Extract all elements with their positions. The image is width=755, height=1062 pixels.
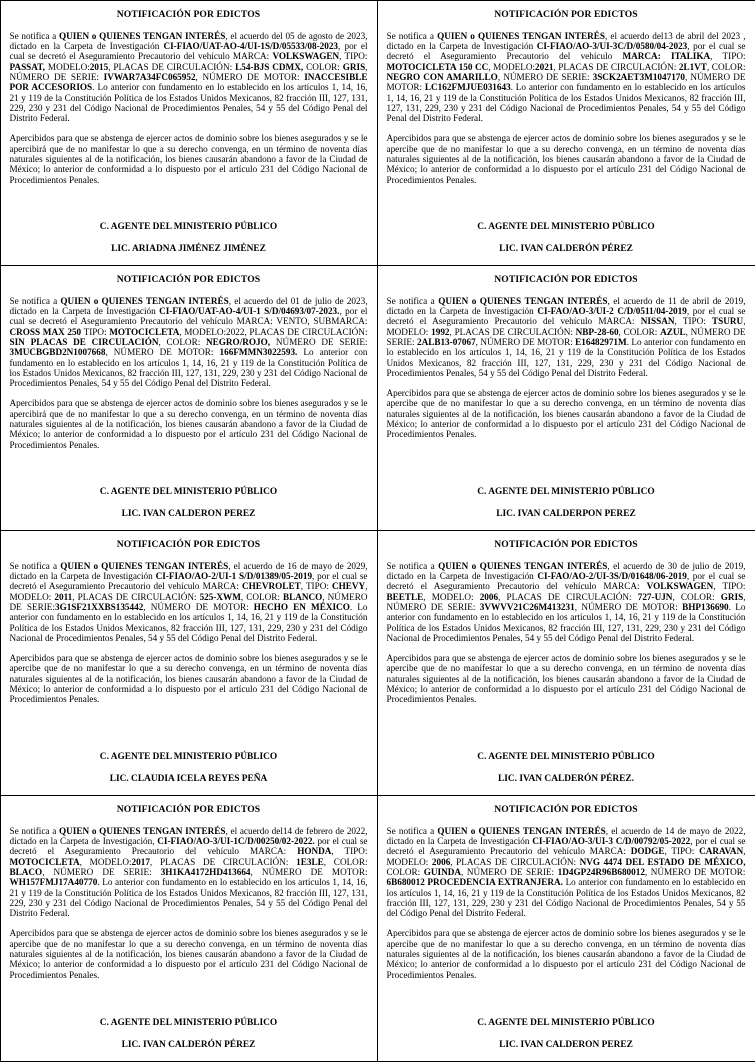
- notice-body: [387, 296, 746, 378]
- body-text: COLOR:: [387, 867, 424, 877]
- body-highlight: CI-FIAO/UAT-AO-4/UI-1 S/D/04693/07-2023.: [159, 306, 339, 316]
- body-text: , TIPO:: [301, 581, 332, 591]
- body-highlight: 6B680012 PROCEDENCIA EXTRANJERA.: [387, 877, 563, 887]
- body-text: , PLACAS DE CIRCULACIÓN:: [72, 592, 199, 602]
- body-highlight: HONDA: [297, 846, 331, 856]
- notice-title: NOTIFICACIÓN POR EDICTOS: [387, 805, 746, 815]
- body-highlight: 2017: [132, 857, 150, 867]
- body-text: , por el cual se decretó el Aseguramiento Precautorio del vehículo MARCA:: [10, 571, 368, 591]
- body-text: , NÚMERO DE MOTOR:: [143, 602, 254, 612]
- body-text: , NÚMERO DE MOTOR:: [476, 337, 575, 347]
- agent-title: C. AGENTE DEL MINISTERIO PÚBLICO: [10, 222, 368, 232]
- body-highlight: GUINDA: [424, 867, 461, 877]
- body-text: , COLOR:: [324, 857, 368, 867]
- body-text: Se notifica a: [10, 31, 59, 41]
- body-text: , NÚMERO DE SERIE:: [10, 62, 368, 82]
- body-text: , NÚMERO DE MOTOR:: [196, 72, 305, 82]
- body-highlight: CI-FIAO/AO-3/UI-1C/D/00250/02-2022.: [157, 836, 314, 846]
- body-text: , MODELO:: [387, 846, 746, 866]
- body-text: Se notifica a: [10, 826, 60, 836]
- body-text: , NÚMERO DE SERIE:: [387, 327, 746, 347]
- body-highlight: 1D4GP24R96B680012: [558, 867, 645, 877]
- body-highlight: CROSS MAX 250: [10, 327, 82, 337]
- body-highlight: QUIEN o QUIENES TENGAN INTERÉS: [437, 826, 605, 836]
- body-text: . Lo anterior con fundamento en lo establecido en los artículos 1, 14, 16, 21 y 119 de la Constitución Política de los Estados Unidos Mexicanos, 82 fracción III, 127, 131, 229, 230 y 231 del Código Nacional de Procedimientos Penales, 54 y 55 del Código Penal del Distrito Federal.: [10, 82, 368, 123]
- signer-name: LIC. IVAN CALDERPON PEREZ: [387, 509, 746, 519]
- body-text: , el acuerdo del 05 de agosto de 2023, dictado en la Carpeta de Investigación: [10, 31, 368, 51]
- body-text: TIPO:: [81, 327, 109, 337]
- body-text: , MODELO:: [423, 592, 479, 602]
- body-highlight: 3SCK2AET3M1047170: [593, 72, 685, 82]
- notice-body: [10, 296, 368, 389]
- body-text: , el acuerdo de 30 de julio de 2019, dictado en la Carpeta de Investigación: [387, 561, 746, 581]
- notice-warning: Apercibidos para que se abstenga de ejercer actos de dominio sobre los bienes asegurados y se le apercibirá que de no manifestar lo que a su derecho convenga, en un término de noventa días naturales siguientes al de la notificación, los bienes causarán abandono a favor de la Ciudad de México; lo anterior de conformidad a lo dispuesto por el artículo 231 del Código Nacional de Procedimientos Penales.: [10, 398, 368, 449]
- body-highlight: 2006: [480, 592, 498, 602]
- body-text: , PLACAS DE CIRCULACIÓN:: [108, 62, 235, 72]
- body-highlight: MOTOCICLETA: [109, 327, 179, 337]
- body-highlight: PASSAT,: [10, 62, 45, 72]
- body-text: , el acuerdo del13 de abril del 2023 , dictado en la Carpeta de Investigación: [387, 31, 746, 51]
- signer-name: LIC. IVAN CALDERON PEREZ: [10, 509, 368, 519]
- signer-name: LIC. ARIADNA JIMÉNEZ JIMÉNEZ: [10, 244, 368, 254]
- body-text: , MODELO:2022, PLACAS DE CIRCULACIÓN:: [179, 327, 367, 337]
- body-text: , NÚMERO DE MOTOR:: [645, 867, 746, 877]
- body-text: . Lo anterior con fundamento en lo establecido en los artículos 1, 14, 16, 21 y 119 de la Constitución Política de los Estados Unidos Mexicanos, 82 fracción III, 127, 131, 229, 230 y 231 del Código Nacional de Procedimientos Penales, 54 y 55 del Código Penal del Distrito Federal.: [10, 602, 368, 643]
- body-highlight: QUIEN o QUIENES TENGAN INTERÉS: [437, 31, 605, 41]
- body-highlight: DODGE: [631, 846, 665, 856]
- body-text: , PLACAS DE CIRCULACIÓN:: [150, 857, 296, 867]
- body-highlight: VOLKSWAGEN: [647, 581, 714, 591]
- edict-notice: [0, 795, 378, 1062]
- body-text: . Lo anterior con fundamento en lo establecido en los artículos 1, 14, 16, 21 y 119 de la Constitución Política de los Estados Unidos Mexicanos, 82 fracción III, 127, 131, 229, 230 y 231 del Código Nacional de Procedimientos Penales, 54 y 55 del Código Penal del Distrito Federal.: [387, 82, 746, 123]
- agent-title: C. AGENTE DEL MINISTERIO PÚBLICO: [10, 1018, 368, 1028]
- notice-title: NOTIFICACIÓN POR EDICTOS: [387, 540, 746, 550]
- notice-title: NOTIFICACIÓN POR EDICTOS: [10, 540, 368, 550]
- body-text: Se notifica a: [387, 31, 438, 41]
- body-text: , NÚMERO DE MOTOR:: [575, 602, 682, 612]
- body-text: , por el cual se decretó el Aseguramiento Precautorio del vehículo MARCA:: [387, 571, 746, 591]
- body-highlight: TSURU: [712, 316, 743, 326]
- body-highlight: 3H1KA4172HD413664: [161, 867, 251, 877]
- notice-title: NOTIFICACIÓN POR EDICTOS: [10, 10, 368, 20]
- edict-notice: [377, 0, 755, 266]
- signer-name: LIC. IVAN CALDERÓN PÉREZ: [10, 1040, 368, 1050]
- body-text: , por el cual se decretó el Aseguramiento Precautorio del vehículo MARCA: VENTO, SUBMARCA:: [10, 306, 368, 326]
- body-text: , el acuerdo de 11 de abril de 2019, dictado en la Carpeta de Investigación: [387, 296, 746, 316]
- body-highlight: NEGRO/ROJO,: [206, 337, 270, 347]
- body-text: . Lo anterior con fundamento en lo establecido en los artículos 1, 14, 16, 21 y 119 de la Constitución Política de los Estados Unidos Mexicanos, 82 fracción III, 127, 131, 229, 230 y 231 del Código Nacional de Procedimientos Penales, 54 y 55 del Código Penal del Distrito Federal.: [10, 877, 368, 918]
- notice-warning: Apercibidos para que se abstenga de ejercer actos de dominio sobre los bienes asegurados y se le apercibe que de no manifestar lo que a su derecho convenga, en un término de noventa días naturales siguientes al de la notificación, los bienes causarán abandono a favor de la Ciudad de México; lo anterior de conformidad a lo dispuesto por el artículo 231 del Código Nacional de Procedimientos Penales.: [10, 928, 368, 979]
- body-text: , PLACAS DE CIRCULACIÓN:: [450, 857, 579, 867]
- body-text: , PLACAS DE CIRCULACIÓN:: [553, 62, 678, 72]
- body-highlight: 2011: [54, 592, 72, 602]
- body-highlight: 2015: [90, 62, 108, 72]
- edict-notice: [377, 795, 755, 1062]
- body-text: Se notifica a: [10, 561, 61, 571]
- body-highlight: 727-UJN: [638, 592, 673, 602]
- body-text: MODELO:: [45, 62, 90, 72]
- body-highlight: 1992: [431, 327, 449, 337]
- body-text: Se notifica a: [10, 296, 61, 306]
- body-text: . Lo anterior con fundamento en lo establecido en los artículos 1, 14, 16, 21 y 119 de la Constitución Política de los Estados Unidos Mexicanos, 82 fracción III, 127, 131, 229, 230 y 231 del Código Nacional de Procedimientos Penales, 54 y 55 del Código Penal del Distrito Federal.: [387, 337, 746, 378]
- body-text: , COLOR:: [707, 62, 746, 72]
- body-highlight: QUIEN o QUIENES TENGAN INTERÉS: [60, 296, 228, 306]
- body-text: , el acuerdo del 01 de julio de 2023, dictado en la Carpeta de Investigación: [10, 296, 368, 316]
- body-text: , NÚMERO DE SERIE:: [387, 592, 746, 612]
- body-text: , el acuerdo de 16 de mayo de 2029, dictado en la Carpeta de Investigación: [10, 561, 368, 581]
- body-text: , MODELO:: [488, 62, 535, 72]
- body-text: , TIPO:: [713, 581, 745, 591]
- body-text: , NÚMERO DE SERIE:: [498, 72, 593, 82]
- body-highlight: L54-BJS CDMX,: [235, 62, 303, 72]
- body-text: , NÚMERO DE SERIE:: [10, 592, 368, 612]
- body-highlight: INACCESIBLE POR ACCESORIOS: [10, 72, 368, 92]
- body-text: , NÚMERO DE SERIE:: [461, 867, 558, 877]
- signer-name: LIC. IVAN CALDERÓN PÉREZ.: [387, 774, 746, 784]
- body-text: , por el cual se decretó el Aseguramiento Precautorio del vehículo MARCA:: [387, 306, 746, 326]
- body-highlight: BEETLE: [387, 592, 424, 602]
- notice-body: [10, 561, 368, 643]
- body-text: , NÚMERO DE MOTOR:: [105, 347, 219, 357]
- body-highlight: QUIEN o QUIENES TENGAN INTERÉS: [438, 561, 607, 571]
- body-text: Lo anterior con fundamento en lo establecido en los artículos 1, 14, 16, 21 y 119 de la Constitución Política de los Estados Unidos Mexicanos, 82 fracción III, 127, 131, 229, 230 y 231 del Código Nacional de Procedimientos Penales, 54 y 55 del Código Penal del Distrito Federal.: [10, 347, 368, 388]
- body-text: , PLACAS DE CIRCULACIÓN:: [450, 327, 576, 337]
- body-text: , PLACAS DE CIRCULACIÓN:: [498, 592, 638, 602]
- body-highlight: CI-FIAO/UAT-AO-4/UI-1S/D/05533/08-2023: [163, 41, 338, 51]
- body-text: , TIPO:: [710, 51, 745, 61]
- body-highlight: E16482971M: [575, 337, 627, 347]
- body-text: NÚMERO DE SERIE:: [270, 337, 367, 347]
- body-highlight: GRIS: [721, 592, 743, 602]
- body-highlight: HECHO EN MÉXICO: [254, 602, 350, 612]
- body-highlight: CI-FIAO/AO-3/UI-3 C/D/00792/05-2022: [532, 836, 690, 846]
- body-highlight: CI-FIAO/AO-2/UI-1 S/D/01389/05-2019: [156, 571, 312, 581]
- body-text: , MODELO:: [387, 316, 746, 336]
- body-text: , por el cual se decretó el Aseguramiento Precautorio del vehículo: [387, 41, 746, 61]
- body-text: , NÚMERO DE SERIE:: [42, 867, 161, 877]
- body-text: , TIPO:: [339, 51, 367, 61]
- body-highlight: 3VWVV21C26M413231: [480, 602, 575, 612]
- body-text: , NÚMERO DE MOTOR:: [387, 72, 746, 92]
- body-text: , TIPO:: [675, 316, 713, 326]
- agent-title: C. AGENTE DEL MINISTERIO PÚBLICO: [10, 752, 368, 762]
- signer-name: LIC. CLAUDIA ICELA REYES PEÑA: [10, 774, 368, 784]
- body-text: , COLOR:: [672, 592, 720, 602]
- edict-notice: [0, 265, 378, 531]
- body-highlight: SIN PLACAS DE CIRCULACIÓN: [10, 337, 159, 347]
- signer-name: LIC. IVAN CALDERÓN PÉREZ: [387, 244, 746, 254]
- body-text: , COLOR:: [619, 327, 661, 337]
- notice-title: NOTIFICACIÓN POR EDICTOS: [10, 275, 368, 285]
- body-highlight: NBP-28-60: [576, 327, 619, 337]
- body-text: , MODELO:: [80, 857, 132, 867]
- body-text: , por el cual se decretó el Aseguramiento Precautorio del vehículo MARCA:: [10, 41, 368, 61]
- body-highlight: NEGRO CON AMARILLO: [387, 72, 498, 82]
- body-text: . Lo anterior con fundamento en lo establecido en los artículos 1, 14, 16, 21 y 119 de la Constitución Política de los Estados Unidos Mexicanos, 82 fracción III, 127, 131, 229, 230 y 231 del Código Nacional de Procedimientos Penales, 54 y 55 del Código Penal del Distrito Federal.: [387, 602, 746, 643]
- body-text: , el acuerdo de 14 de mayo de 2022, dictado en la Carpeta de Investigación: [387, 826, 746, 846]
- body-highlight: BHP136690: [682, 602, 728, 612]
- body-highlight: 1E3LE: [296, 857, 324, 867]
- edict-notice: [0, 0, 378, 266]
- notice-body: [387, 31, 746, 124]
- body-text: , MODELO:: [10, 581, 368, 601]
- notice-body: [387, 561, 746, 643]
- body-highlight: WH157FMJ17A40770: [10, 877, 98, 887]
- body-highlight: MOTOCICLETA 150 CC: [387, 62, 489, 72]
- body-highlight: QUIEN o QUIENES TENGAN INTERÉS: [59, 826, 225, 836]
- body-highlight: 2021: [535, 62, 553, 72]
- body-highlight: CARAVAN: [699, 846, 743, 856]
- edict-notice: [377, 265, 755, 531]
- notice-warning: Apercibidos para que se abstenga de ejercer actos de dominio sobre los bienes asegurados y se le apercibe que de no manifestar lo que a su derecho convenga, en un término de noventa días naturales siguientes al de la notificación, los bienes causarán abandono a favor de la Ciudad de México; lo anterior de conformidad a lo dispuesto por el artículo 231 del Código Nacional de Procedimientos Penales.: [10, 653, 368, 704]
- body-highlight: VOLKSWAGEN: [272, 51, 339, 61]
- body-text: Se notifica a: [387, 296, 439, 306]
- body-highlight: QUIEN o QUIENES TENGAN INTERÉS: [438, 296, 607, 306]
- body-text: por el cual se decretó el Aseguramiento Precautorio del vehículo MARCA:: [10, 836, 368, 856]
- body-text: , COLOR:: [241, 592, 283, 602]
- body-highlight: 2ALB13-07067: [417, 337, 476, 347]
- notice-body: [10, 826, 368, 919]
- body-text: Se notifica a: [387, 826, 438, 836]
- body-highlight: CHEVY: [332, 581, 365, 591]
- body-highlight: CI-FAO/AO-3/UI-2 C/D/0511/04-2019: [537, 306, 686, 316]
- body-text: COLOR:: [303, 62, 343, 72]
- body-highlight: GRIS: [343, 62, 365, 72]
- body-text: Se notifica a: [387, 561, 439, 571]
- body-text: , COLOR:: [159, 337, 207, 347]
- notice-body: [10, 31, 368, 124]
- agent-title: C. AGENTE DEL MINISTERIO PÚBLICO: [387, 752, 746, 762]
- notice-title: NOTIFICACIÓN POR EDICTOS: [387, 275, 746, 285]
- body-text: , el acuerdo del14 de febrero de 2022, dictado en la Carpeta de Investigación,: [10, 826, 368, 846]
- agent-title: C. AGENTE DEL MINISTERIO PÚBLICO: [387, 487, 746, 497]
- body-highlight: NVG 4474 DEL ESTADO DE MÉXICO,: [580, 857, 746, 867]
- body-text: Lo anterior con fundamento en lo establecido en los artículos 1, 14, 16, 21 y 119 de la Constitución Política de los Estados Unidos Mexicanos, 82 fracción III, 127, 131, 229, 230 y 231 del Código Nacional de Procedimientos Penales, 54 y 55 del Código Penal del Distrito Federal.: [387, 877, 746, 918]
- body-highlight: CI-FAO/AO-2/UI-3S/D/01648/06-2019: [537, 571, 686, 581]
- agent-title: C. AGENTE DEL MINISTERIO PÚBLICO: [387, 1018, 746, 1028]
- notice-warning: Apercibidos para que se abstenga de ejercer actos de dominio sobre los bienes asegurados y se le apercibe que de no manifestar lo que a su derecho convenga, en un término de noventa días naturales siguientes al de la notificación, los bienes causarán abandono a favor de la Ciudad de México; lo anterior de conformidad a lo dispuesto por el artículo 231 del Código Nacional de Procedimientos Penales.: [387, 653, 746, 704]
- notice-title: NOTIFICACIÓN POR EDICTOS: [387, 10, 746, 20]
- body-text: , NÚMERO DE MOTOR:: [251, 867, 368, 877]
- body-highlight: 2006: [432, 857, 450, 867]
- agent-title: C. AGENTE DEL MINISTERIO PÚBLICO: [10, 487, 368, 497]
- body-highlight: LC162FMJUE031643: [425, 82, 511, 92]
- body-highlight: 3G1SF21XXBS135442: [55, 602, 143, 612]
- body-text: , TIPO:: [331, 846, 367, 856]
- body-highlight: 525-XWM: [200, 592, 241, 602]
- notice-warning: Apercibidos para que se abstenga de ejercer actos de dominio sobre los bienes asegurados y se le apercibe que de no manifestar lo que a su derecho convenga, en un término de noventa días naturales siguientes al de la notificación, los bienes causarán abandono a favor de la Ciudad de México; lo anterior de conformidad a lo dispuesto por el artículo 231 del Código Nacional de Procedimientos Penales.: [387, 388, 746, 439]
- signer-name: LIC. IVAN CALDERON PEREZ: [387, 1040, 746, 1050]
- notice-warning: Apercibidos para que se abstenga de ejercer actos de dominio sobre los bienes asegurados y se le apercibe que de no manifestar lo que a su derecho convenga, en un término de noventa días naturales siguientes al de la notificación, los bienes causarán abandono a favor de la Ciudad de México; lo anterior de conformidad a lo dispuesto por el artículo 231 del Código Nacional de Procedimientos Penales.: [387, 133, 746, 184]
- body-highlight: BLANCO: [283, 592, 322, 602]
- edict-notice: [377, 530, 755, 796]
- notice-warning: Apercibidos para que se abstenga de ejercer actos de dominio sobre los bienes asegurados y se le apercibirá que de no manifestar lo que a su derecho convenga, en un término de noventa días naturales siguientes al de la notificación, los bienes causarán abandono a favor de la Ciudad de México; lo anterior de conformidad a lo dispuesto por el artículo 231 del Código Nacional de Procedimientos Penales.: [10, 133, 368, 184]
- body-highlight: BLACO: [10, 867, 43, 877]
- body-highlight: IVWAR7A34FC065952: [104, 72, 196, 82]
- body-highlight: AZUL: [660, 327, 686, 337]
- body-highlight: MARCA: ITALIKA: [622, 51, 710, 61]
- agent-title: C. AGENTE DEL MINISTERIO PÚBLICO: [387, 222, 746, 232]
- edict-notice: [0, 530, 378, 796]
- notice-warning: Apercibidos para que se abstenga de ejercer actos de dominio sobre los bienes asegurados y se le apercibe que de no manifestar lo que a su derecho convenga, en un término de noventa días naturales siguientes al de la notificación, los bienes causarán abandono a favor de la Ciudad de México; lo anterior de conformidad a lo dispuesto por el artículo 231 del Código Nacional de Procedimientos Penales.: [387, 928, 746, 979]
- body-text: , TIPO:: [664, 846, 699, 856]
- body-highlight: 2L1VT: [679, 62, 707, 72]
- body-highlight: CHEVROLET: [242, 581, 301, 591]
- body-highlight: 166FMMN3022593.: [220, 347, 298, 357]
- body-highlight: MOTOCICLETA: [10, 857, 80, 867]
- body-highlight: QUIEN o QUIENES TENGAN INTERÉS: [60, 561, 228, 571]
- body-highlight: QUIEN o QUIENES TENGAN INTERÉS: [59, 31, 225, 41]
- body-highlight: CI-FIAO/AO-3/UI-3C/D/0580/04-2023: [537, 41, 688, 51]
- body-text: , por el cual se decretó el Aseguramiento Precautorio del vehículo MARCA:: [387, 836, 746, 856]
- body-highlight: NISSAN: [641, 316, 675, 326]
- notice-title: NOTIFICACIÓN POR EDICTOS: [10, 805, 368, 815]
- body-highlight: 3MUCBGBD2N1007668: [10, 347, 106, 357]
- notice-body: [387, 826, 746, 919]
